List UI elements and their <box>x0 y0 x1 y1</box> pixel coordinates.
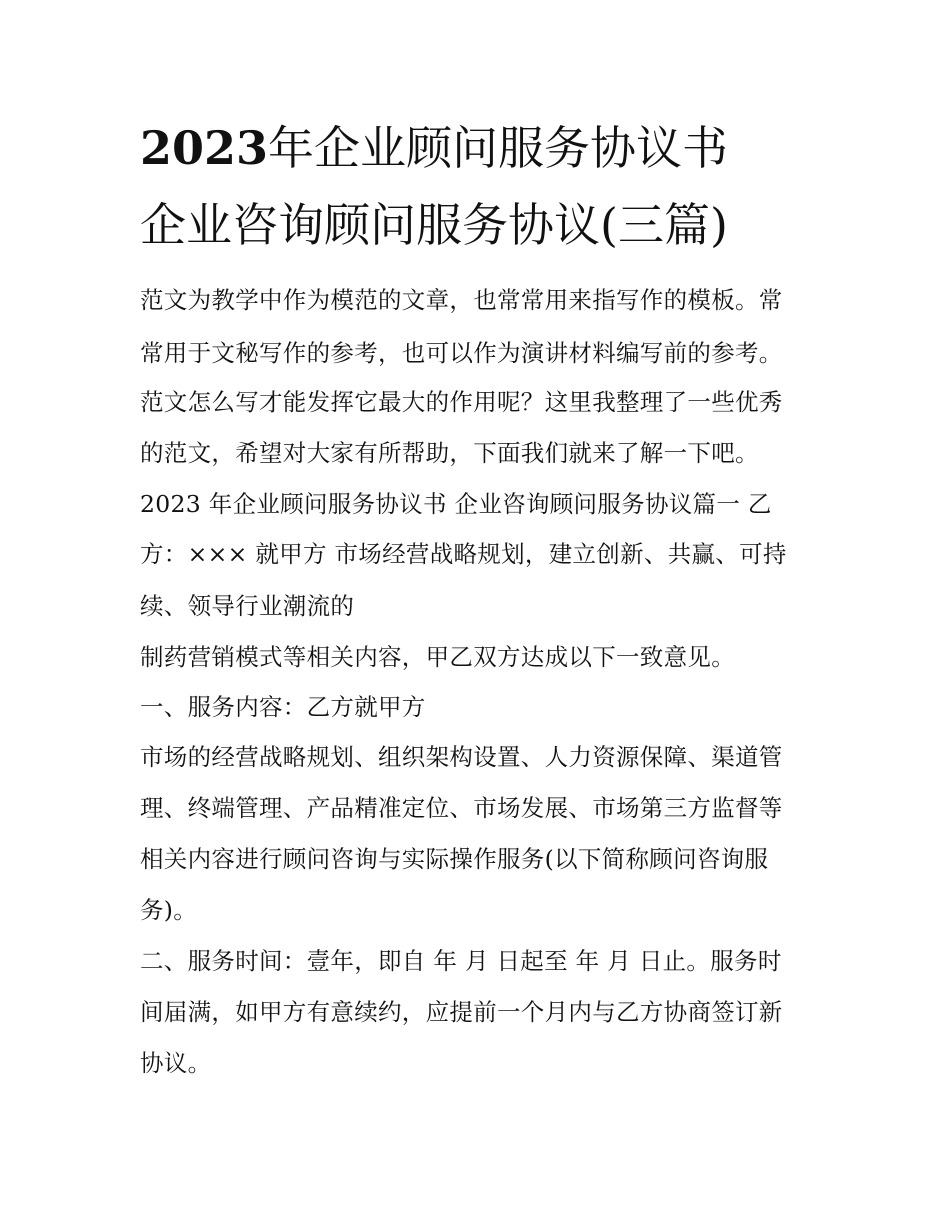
body-line: 的范文，希望对大家有所帮助，下面我们就来了解一下吧。 <box>140 439 759 467</box>
title-text: 年企业顾问服务协议书 <box>268 121 729 175</box>
body-line: 务)。 <box>140 896 198 924</box>
section-heading-service-content: 一、服务内容：乙方就甲方 <box>140 693 426 721</box>
body-line: 常用于文秘写作的参考，也可以作为演讲材料编写前的参考。 <box>140 339 783 367</box>
body-line: 理、终端管理、产品精准定位、市场发展、市场第三方监督等 <box>140 794 783 822</box>
body-line: 2023 年企业顾问服务协议书 企业咨询顾问服务协议篇一 乙 <box>140 490 772 518</box>
body-line: 协议。 <box>140 1049 212 1077</box>
section-heading-service-time: 二、服务时间：壹年，即自 年 月 日起至 年 月 日止。服务时 <box>140 947 782 975</box>
body-line: 间届满，如甲方有意续约，应提前一个月内与乙方协商签订新 <box>140 998 783 1026</box>
document-title-line-2: 企业咨询顾问服务协议(三篇) <box>140 198 728 252</box>
body-line: 范文怎么写才能发挥它最大的作用呢？这里我整理了一些优秀 <box>140 388 783 416</box>
body-line: 方：××× 就甲方 市场经营战略规划，建立创新、共赢、可持 <box>140 540 787 568</box>
body-line: 续、领导行业潮流的 <box>140 592 355 620</box>
title-year: 2023 <box>140 121 269 175</box>
body-line: 市场的经营战略规划、组织架构设置、人力资源保障、渠道管 <box>140 743 783 771</box>
body-line: 相关内容进行顾问咨询与实际操作服务(以下简称顾问咨询服 <box>140 845 769 873</box>
body-line: 制药营销模式等相关内容，甲乙双方达成以下一致意见。 <box>140 643 735 671</box>
document-title-line-1 <box>140 118 820 178</box>
body-line: 范文为教学中作为模范的文章，也常常用来指写作的模板。常 <box>140 286 783 314</box>
